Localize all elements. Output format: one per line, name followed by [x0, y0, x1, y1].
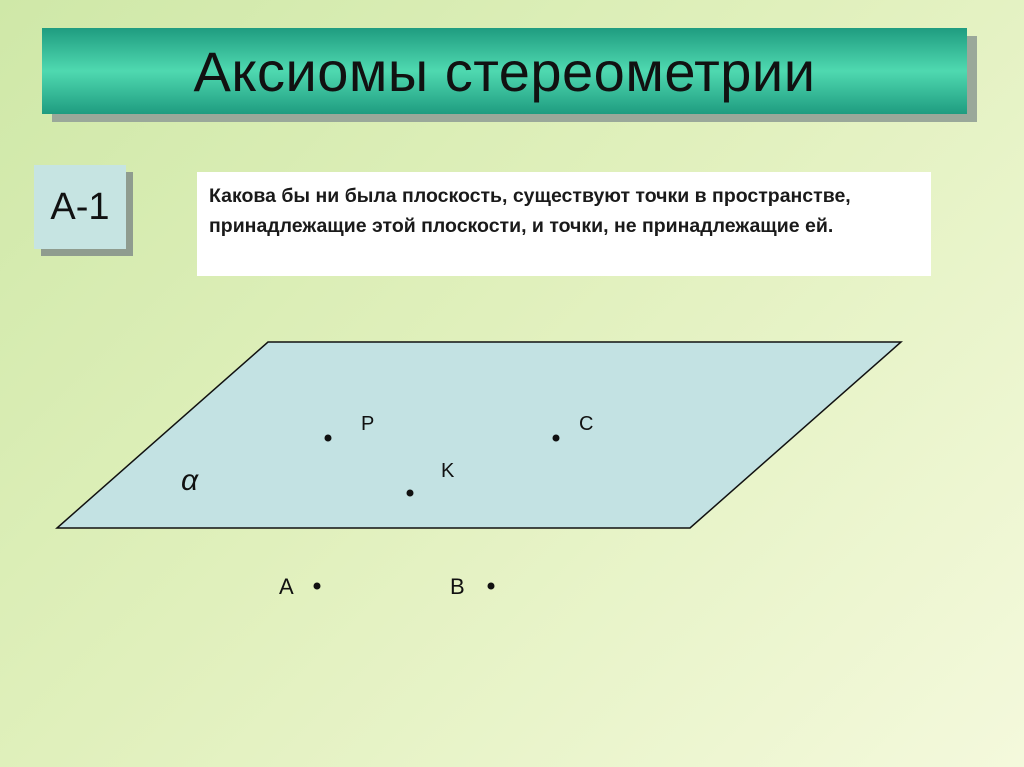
plane-label: α [181, 464, 199, 497]
page-title: Аксиомы стереометрии [193, 39, 816, 103]
point-a-label: A [279, 574, 294, 599]
point-p-label: P [361, 413, 375, 435]
point-b-label: B [450, 574, 465, 599]
point-p-dot [325, 435, 332, 442]
point-c-dot [553, 435, 560, 442]
plane-alpha [57, 342, 901, 528]
point-c-label: C [579, 413, 594, 435]
axiom-label: A-1 [50, 185, 110, 228]
point-k-dot [407, 490, 414, 497]
point-k-label: K [441, 460, 455, 482]
axiom-statement: Какова бы ни была плоскость, существуют точки в пространстве, принадлежащие этой плоскости, и точки, не принадлежащие ей. [209, 185, 851, 237]
point-b-dot [488, 583, 495, 590]
point-a-dot [314, 583, 321, 590]
